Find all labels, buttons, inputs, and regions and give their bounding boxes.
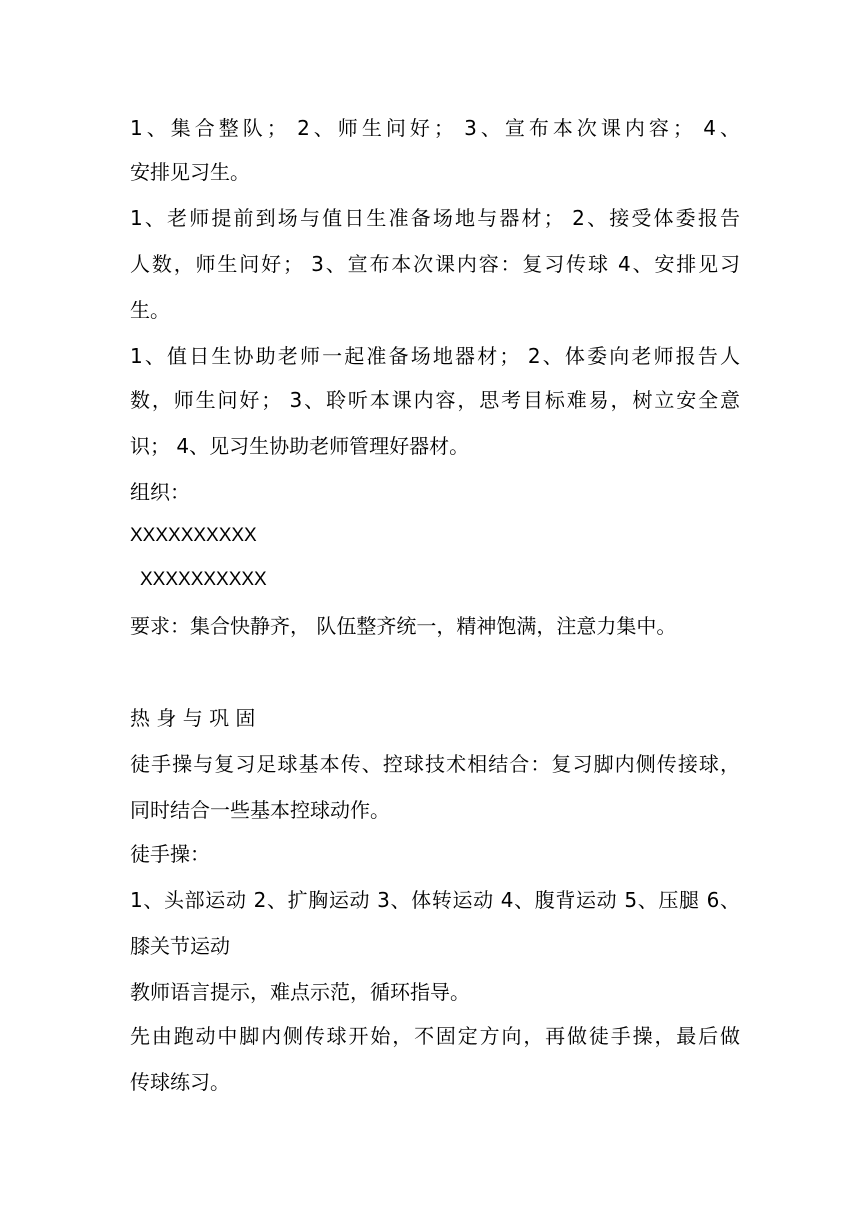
text-line-warmup-desc: 徒手操与复习足球基本传、控球技术相结合：复习脚内侧传接球， [130,752,740,776]
text-line-student-steps-cont: 数，师生问好； 3、聆听本课内容，思考目标难易，树立安全意 [130,388,740,412]
text-line-practice-order: 先由跑动中脚内侧传球开始，不固定方向，再做徒手操，最后做 [130,1024,740,1048]
organization-label: 组织： [130,480,190,504]
text-line-exercise-list-cont: 膝关节运动 [130,934,230,958]
text-line-teacher-steps-end: 生。 [130,298,170,322]
text-line-routine-steps: 1、集合整队； 2、师生问好； 3、宣布本次课内容； 4、 [130,116,740,140]
text-line-warmup-desc-cont: 同时结合一些基本控球动作。 [130,798,390,822]
text-line-teacher-steps: 1、老师提前到场与值日生准备场地与器材； 2、接受体委报告 [130,206,740,230]
text-line-teacher-guidance: 教师语言提示，难点示范，循环指导。 [130,980,470,1004]
section-heading-warmup: 热 身 与 巩 固 [130,706,256,730]
text-line-routine-steps-cont: 安排见习生。 [130,160,250,184]
text-line-teacher-steps-cont: 人数，师生问好； 3、宣布本次课内容：复习传球 4、安排见习 [130,252,740,276]
text-line-student-steps: 1、值日生协助老师一起准备场地器材； 2、体委向老师报告人 [130,344,740,368]
freehand-exercise-label: 徒手操： [130,842,210,866]
formation-row-2: XXXXXXXXXX [140,569,267,590]
text-line-exercise-list: 1、头部运动 2、扩胸运动 3、体转运动 4、腹背运动 5、压腿 6、 [130,888,740,912]
text-line-practice-order-cont: 传球练习。 [130,1070,230,1094]
text-line-student-steps-end: 识； 4、见习生协助老师管理好器材。 [130,434,470,458]
formation-row-1: XXXXXXXXXX [130,525,257,546]
requirements-line: 要求：集合快静齐， 队伍整齐统一，精神饱满，注意力集中。 [130,614,677,638]
